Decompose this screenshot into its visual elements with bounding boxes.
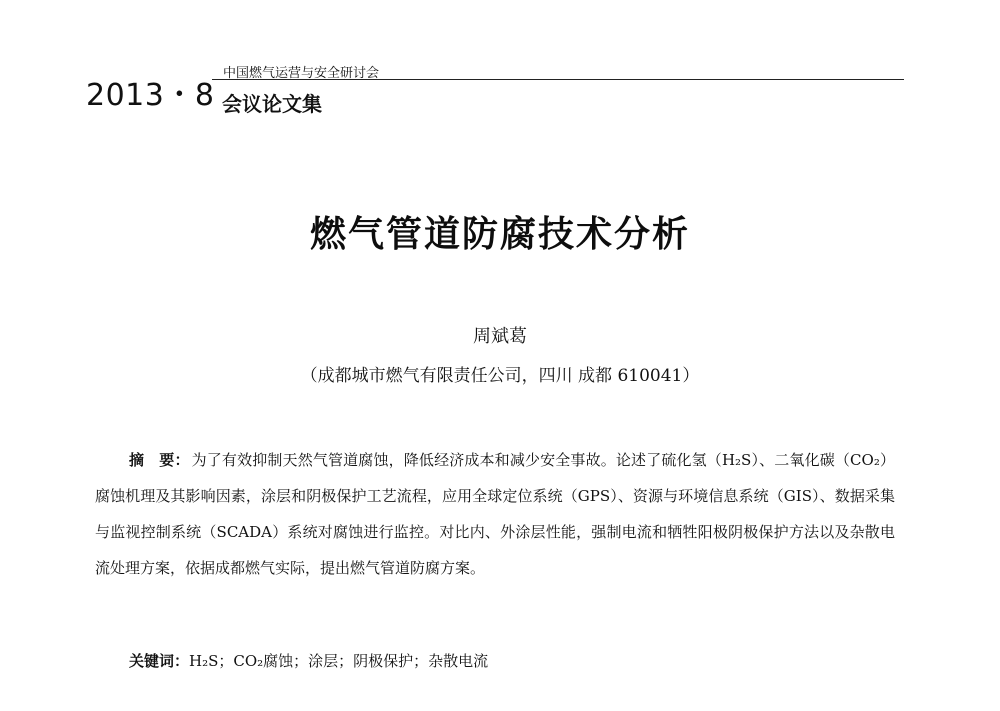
header-rule bbox=[212, 79, 904, 80]
abstract bbox=[95, 442, 895, 586]
keywords-label: 关键词： bbox=[129, 652, 190, 670]
abstract-label: 摘 要： bbox=[129, 451, 190, 469]
author-affiliation: （成都城市燃气有限责任公司，四川 成都 610041） bbox=[300, 366, 700, 386]
issue-date: 2013・8 bbox=[86, 78, 215, 113]
proceedings-label: 会议论文集 bbox=[222, 92, 322, 116]
author-name: 周斌葛 bbox=[473, 326, 527, 347]
page-header bbox=[0, 0, 1000, 130]
keywords bbox=[129, 650, 889, 671]
abstract-text: 为了有效抑制天然气管道腐蚀，降低经济成本和减少安全事故。论述了硫化氢（H₂S）、二氧化碳（CO₂）腐蚀机理及其影响因素，涂层和阴极保护工艺流程，应用全球定位系统（GPS）、资源与环境信息系统（GIS）、数据采集与监视控制系统（SCADA）系统对腐蚀进行监控。对比内、外涂层性能，强制电流和牺牲阳极阴极保护方法以及杂散电流处理方案，依据成都燃气实际，提出燃气管道防腐方案。 bbox=[95, 451, 895, 577]
conference-name: 中国燃气运营与安全研讨会 bbox=[223, 66, 380, 81]
keywords-text: H₂S；CO₂腐蚀；涂层；阴极保护；杂散电流 bbox=[189, 652, 489, 670]
paper-title: 燃气管道防腐技术分析 bbox=[309, 213, 690, 255]
